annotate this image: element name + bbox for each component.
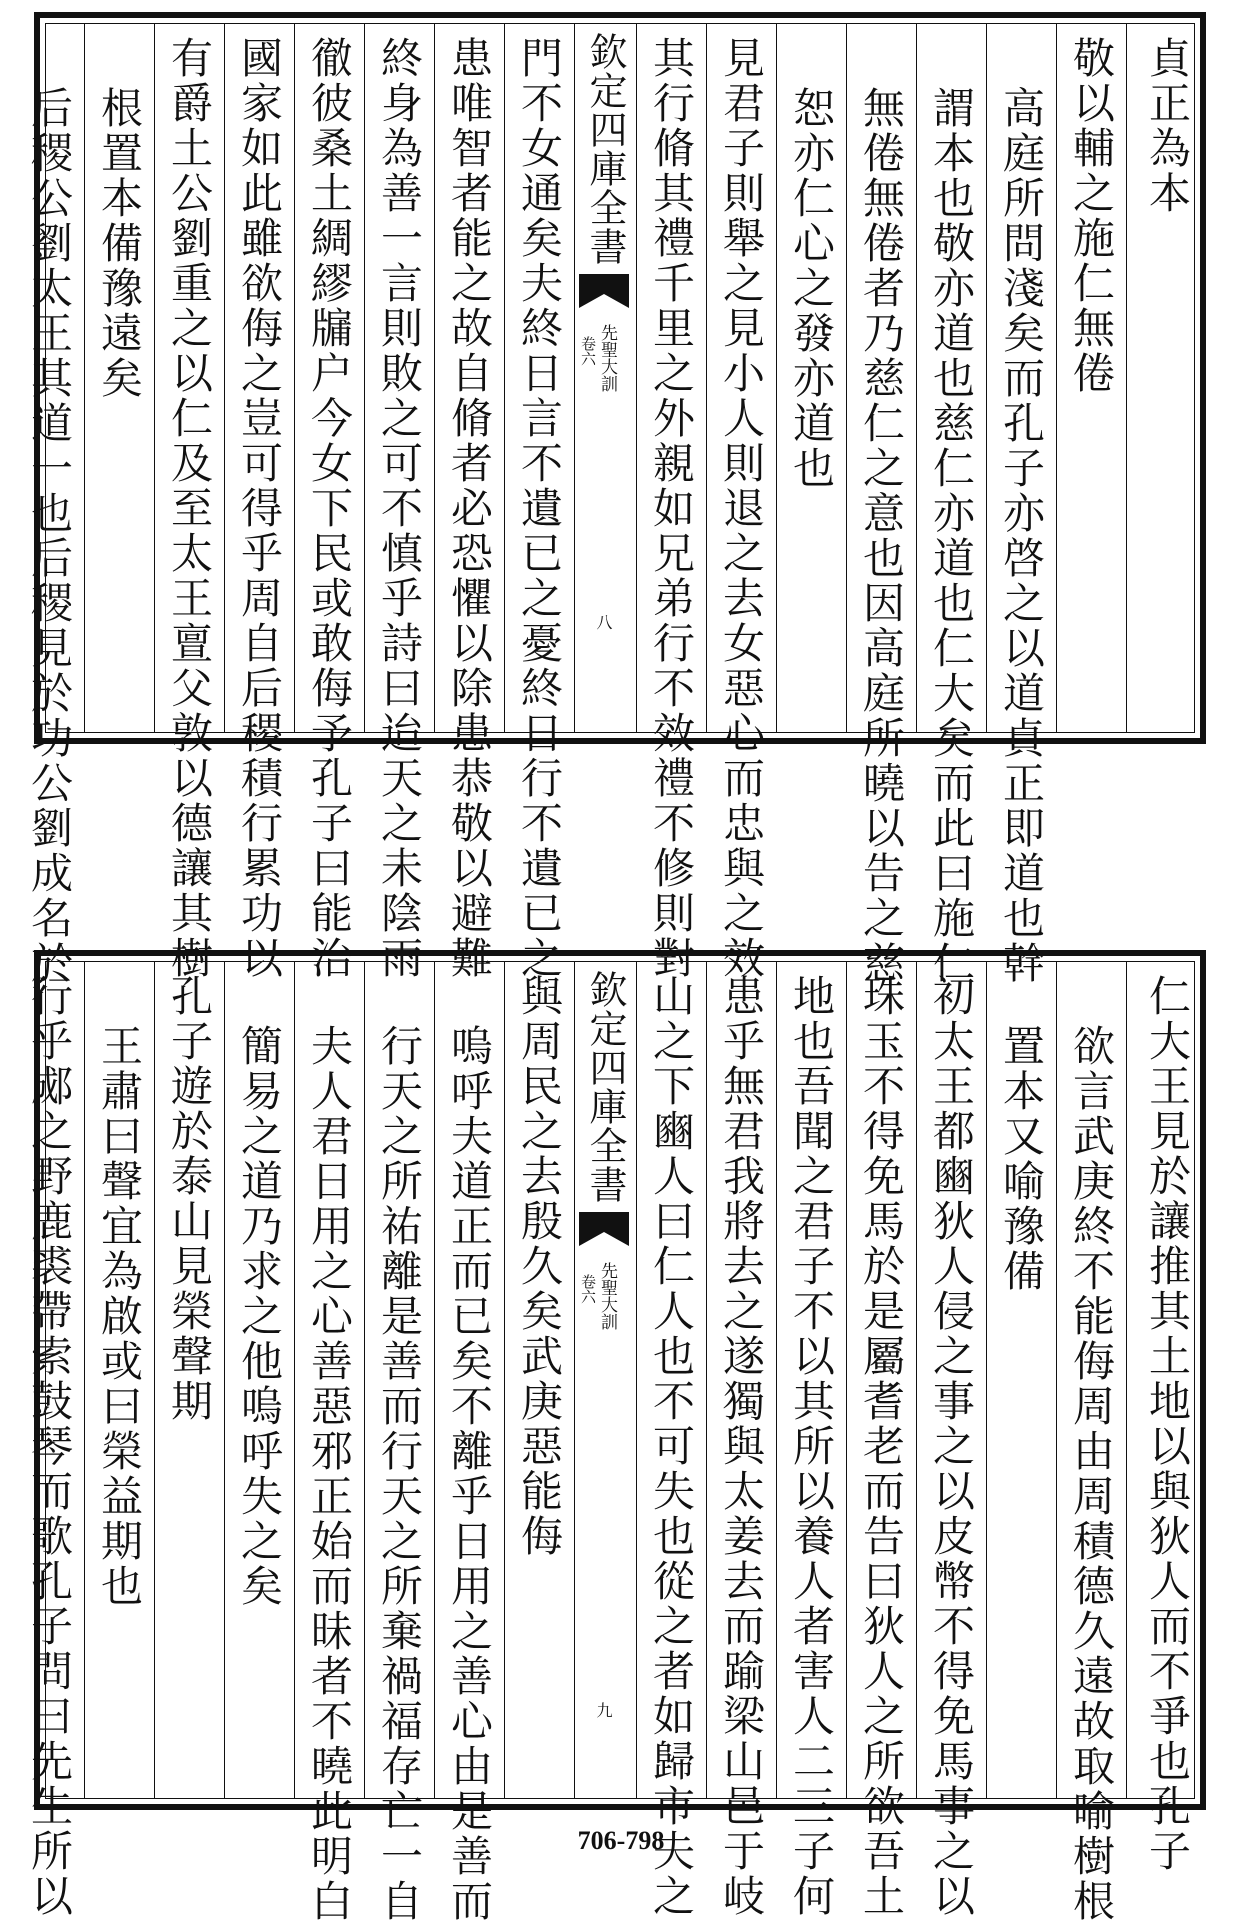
text-line: 行天之所祐離是善而行天之所棄禍福存亡一自 <box>375 1024 424 1924</box>
text-line: 徹彼桑土綢繆牖户今女下民或敢侮予孔子曰能治 <box>305 36 354 981</box>
top-right-column-4 <box>916 24 986 986</box>
top-right-column-3 <box>986 24 1056 986</box>
book-title: 欽定四庫全書 <box>583 970 627 1204</box>
text-line: 夫人君日用之心善惡邪正始而昧者不曉此明白 <box>305 1024 354 1924</box>
top-center-strip <box>574 24 636 732</box>
text-line: 無倦無倦者乃慈仁之意也因高庭所曉以告之慈 <box>857 86 906 986</box>
bottom-right-column-2 <box>1056 962 1126 1924</box>
work-title: 先聖大訓 <box>597 324 617 392</box>
text-line: 嗚呼夫道正而已矣不離乎日用之善心由是善而 <box>445 1024 494 1924</box>
text-line: 珠玉不得免馬於是屬耆老而告曰狄人之所欲吾土 <box>857 974 906 1919</box>
top-page-inner-border <box>25 23 1195 986</box>
juan-number: 卷六 <box>579 336 597 366</box>
top-right-column-5 <box>846 24 916 986</box>
bottom-right-column-6 <box>776 962 846 1919</box>
text-line: 行乎郕之野鹿裘帶索鼓琴而歌孔子問曰先生所以 <box>25 974 74 1919</box>
text-line: 有爵土公劉重之以仁及至太王亶父敦以德讓其樹 <box>165 36 214 981</box>
text-line: 其行脩其禮千里之外親如兄弟行不效禮不修則對 <box>647 36 696 981</box>
text-line: 仁大王見於讓推其土地以與狄人而不爭也孔子 <box>1143 974 1192 1874</box>
top-left-column-5 <box>224 24 294 981</box>
work-title: 先聖大訓 <box>597 1262 617 1330</box>
text-line: 孔子遊於泰山見榮聲期 <box>165 974 214 1424</box>
text-line: 山之下豳人曰仁人也不可失也從之者如歸市夫之 <box>647 974 696 1919</box>
text-line: 置本又喻豫備 <box>997 1024 1046 1294</box>
text-line: 簡易之道乃求之他嗚呼失之矣 <box>235 1024 284 1609</box>
top-left-column-6 <box>154 24 224 981</box>
top-left-column-2 <box>434 24 504 981</box>
top-right-column-7 <box>706 24 776 981</box>
text-line: 恕亦仁心之發亦道也 <box>787 86 836 491</box>
bottom-right-column-3 <box>986 962 1056 1798</box>
text-line: 初太王都豳狄人侵之事之以皮幣不得免馬事之以 <box>927 974 976 1919</box>
bottom-left-column-2 <box>434 962 504 1924</box>
page-code: 706-798 <box>577 1826 665 1855</box>
text-line: 貞正為本 <box>1143 36 1192 216</box>
bottom-left-column-7 <box>84 962 154 1798</box>
bottom-right-column-5 <box>846 962 916 1919</box>
bottom-left-column-4 <box>294 962 364 1924</box>
bottom-left-column-6 <box>154 962 224 1798</box>
bottom-center-strip <box>574 962 636 1798</box>
top-right-column-8 <box>636 24 706 981</box>
text-line: 王肅曰聲宜為啟或曰榮益期也 <box>95 1024 144 1609</box>
bottom-right-column-4 <box>916 962 986 1919</box>
bottom-left-column-5 <box>224 962 294 1798</box>
text-line: 患唯智者能之故自脩者必恐懼以除患恭敬以避難 <box>445 36 494 981</box>
juan-number: 卷六 <box>579 1274 597 1304</box>
bottom-left-column-8 <box>16 962 84 1919</box>
text-line: 謂本也敬亦道也慈仁亦道也仁大矣而此曰施仁 <box>927 86 976 986</box>
bottom-right-column-7 <box>706 962 776 1919</box>
text-line: 敬以輔之施仁無倦 <box>1067 36 1116 396</box>
top-right-column-1 <box>1126 24 1202 732</box>
bottom-left-column-3 <box>364 962 434 1924</box>
book-title: 欽定四庫全書 <box>583 32 627 266</box>
text-line: 國家如此雖欲侮之豈可得乎周自后稷積行累功以 <box>235 36 284 981</box>
bottom-left-column-1 <box>504 962 574 1798</box>
text-line: 見君子則舉之見小人則退之去女惡心而忠與之效 <box>717 36 766 981</box>
text-line: 與周民之去殷久矣武庚惡能侮 <box>515 974 564 1559</box>
top-page-frame <box>25 12 1206 986</box>
text-line: 患乎無君我將去之遂獨與太姜去而踰梁山邑于岐 <box>717 974 766 1919</box>
top-left-column-7 <box>84 24 154 732</box>
top-left-column-1 <box>504 24 574 981</box>
bottom-right-column-8 <box>636 962 706 1919</box>
page-number: 八 <box>594 614 613 630</box>
top-left-column-8 <box>16 24 84 986</box>
top-right-column-2 <box>1056 24 1126 732</box>
text-line: 終身為善一言則敗之可不慎乎詩曰迨天之未陰雨 <box>375 36 424 981</box>
bottom-right-column-1 <box>1126 962 1202 1874</box>
top-left-column-3 <box>364 24 434 981</box>
top-right-column-6 <box>776 24 846 732</box>
fishtail-mark-icon <box>579 274 629 314</box>
text-line: 欲言武庚終不能侮周由周積德久遠故取喻樹根 <box>1067 1024 1116 1924</box>
fishtail-mark-icon <box>579 1212 629 1252</box>
text-line: 后稷公劉太王其道一也后稷見於功公劉成名於 <box>25 86 74 986</box>
page-number: 九 <box>594 1702 613 1718</box>
text-line: 高庭所問淺矣而孔子亦啓之以道貞正即道也幹 <box>997 86 1046 986</box>
text-line: 地也吾聞之君子不以其所以養人者害人二三子何 <box>787 974 836 1919</box>
text-line: 根置本備豫遠矣 <box>95 86 144 401</box>
text-line: 門不女通矣夫終日言不遺已之憂終日行不遺已之 <box>515 36 564 981</box>
top-left-column-4 <box>294 24 364 981</box>
